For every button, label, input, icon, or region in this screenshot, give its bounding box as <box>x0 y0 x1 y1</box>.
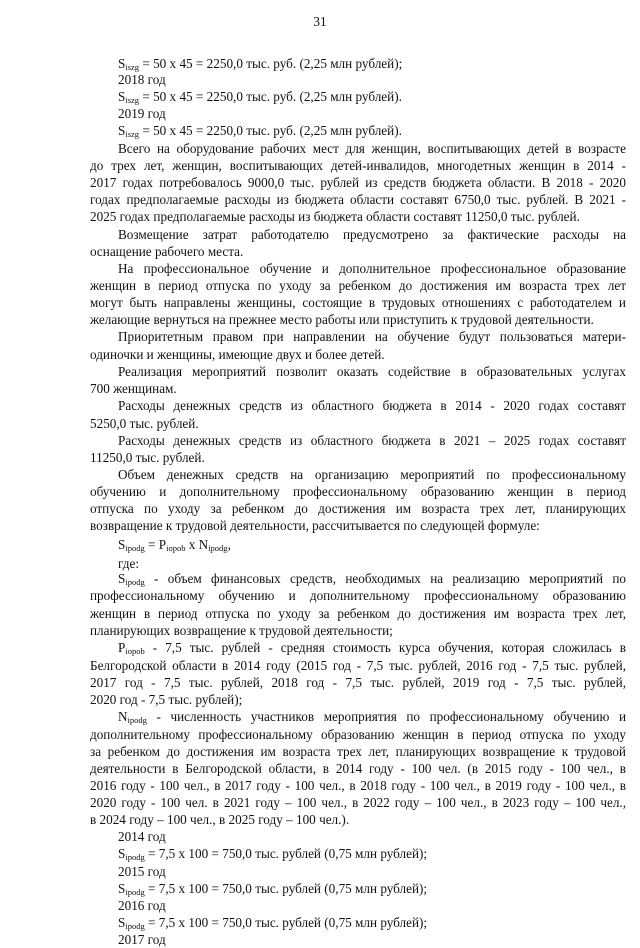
text-line: 2016 году - 100 чел., в 2017 году - 100 чел., в 2018 году - 100 чел., в 2019 году - 100 чел., в <box>90 778 626 793</box>
text-line: 2018 год <box>118 72 166 87</box>
text-line: $S_{iszg} = 50$ х 45 = 2250,0 тыс. руб. (2,25 млн рублей). <box>118 123 402 139</box>
text-line: $S_{ipodg} = 7,5$ х 100 = 750,0 тыс. рублей (0,75 млн рублей); <box>118 915 428 931</box>
text-line: $N_{ipodg}$ - численность участников мероприятия по профессиональному обучению и <box>118 709 626 725</box>
text-line: 2020 году - 100 чел. в 2021 году – 100 чел., в 2022 году – 100 чел., в 2023 году – 100 чел., <box>90 795 626 810</box>
text-line: $S_{iszg} = 50$ х 45 = 2250,0 тыс. руб. (2,25 млн рублей). <box>118 89 402 105</box>
text-line: Приоритетным правом при направлении на обучение будут пользоваться матери- <box>118 329 626 344</box>
text-line: за ребенком до достижения им возраста трех лет, планирующих возвращение к трудовой <box>90 744 626 759</box>
page-number: 31 <box>313 14 327 29</box>
text-line: 11250,0 тыс. рублей. <box>90 450 205 465</box>
text-line: 2020 год - 7,5 тыс. рублей); <box>90 692 243 707</box>
text-line: $S_{ipodg} = P_{iopob}$ х $N_{ipodg}$, <box>118 537 231 553</box>
text-line: желающие вернуться на прежнее место работы или приступить к трудовой деятельности. <box>90 312 594 327</box>
text-line: 2017 годах потребовалось 9000,0 тыс. рублей из средств бюджета области. В 2018 - 2020 <box>90 175 626 190</box>
text-line: где: <box>118 556 139 571</box>
text-line: $S_{iszg} = 50$ х 45 = 2250,0 тыс. руб. (2,25 млн рублей); <box>118 56 403 72</box>
text-line: Всего на оборудование рабочих мест для женщин, воспитывающих детей в возрасте <box>118 141 626 156</box>
text-line: 2017 год <box>118 932 166 947</box>
text-line: 2017 год - 7,5 тыс. рублей, 2018 год - 7,5 тыс. рублей, 2019 год - 7,5 тыс. рублей, <box>90 675 626 690</box>
text-line: дополнительному профессиональному образованию женщин в период отпуска по уходу <box>90 727 626 742</box>
text-line: женщин в период отпуска по уходу за ребенком до достижения им возраста трех лет, <box>90 606 626 621</box>
text-line: в 2024 году – 100 чел., в 2025 году – 100 чел.). <box>90 812 350 827</box>
text-line: оснащение рабочего места. <box>90 244 244 259</box>
text-line: женщин в период отпуска по уходу за ребенком до достижения им возраста трех лет <box>90 278 626 293</box>
text-line: Расходы денежных средств из областного бюджета в 2021 – 2025 годах составят <box>118 433 626 448</box>
text-line: 2015 год <box>118 864 166 879</box>
text-line: планирующих возвращение к трудовой деятельности; <box>90 623 393 638</box>
text-line: Возмещение затрат работодателю предусмотрено за фактические расходы на <box>118 227 626 242</box>
text-line: возвращение к трудовой деятельности, рассчитывается по следующей формуле: <box>90 518 540 533</box>
text-line: $S_{ipodg} = 7,5$ х 100 = 750,0 тыс. рублей (0,75 млн рублей); <box>118 881 428 897</box>
text-line: $P_{iopob} - 7,5$ тыс. рублей - средняя стоимость курса обучения, которая сложилась в <box>118 640 626 656</box>
text-line: 5250,0 тыс. рублей. <box>90 416 199 431</box>
text-line: профессиональному обучению и дополнительному профессиональному образованию <box>90 588 626 603</box>
text-line: 2014 год <box>118 829 166 844</box>
text-line: обучению и дополнительному профессиональному образованию женщин в период <box>90 484 626 499</box>
text-line: 2025 годах предполагаемые расходы из бюджета области составят 11250,0 тыс. рублей. <box>90 209 580 224</box>
text-line: отпуска по уходу за ребенком до достижения им возраста трех лет, планирующих <box>90 501 626 516</box>
text-line: $S_{ipodg} = 7,5$ х 100 = 750,0 тыс. рублей (0,75 млн рублей); <box>118 846 428 862</box>
text-line: Реализация мероприятий позволит оказать содействие в образовательных услугах <box>118 364 626 379</box>
text-line: 2016 год <box>118 898 166 913</box>
text-line: одиночки и женщины, имеющие двух и более детей. <box>90 347 385 362</box>
text-line: Расходы денежных средств из областного бюджета в 2014 - 2020 годах составят <box>118 398 626 413</box>
text-line: 700 женщинам. <box>90 381 177 396</box>
text-line: 2019 год <box>118 106 166 121</box>
text-line: до трех лет, женщин, воспитывающих детей-инвалидов, многодетных женщин в 2014 - <box>90 158 626 173</box>
text-line: могут быть направлены женщины, состоящие в трудовых отношениях с работодателем и <box>90 295 626 310</box>
text-line: $S_{ipodg}$ - объем финансовых средств, необходимых на реализацию мероприятий по <box>118 571 626 587</box>
text-line: деятельности в Белгородской области, в 2014 году - 100 чел. (в 2015 году - 100 чел., в <box>90 761 626 776</box>
text-line: На профессиональное обучение и дополнительное профессиональное образование <box>118 261 626 276</box>
text-line: Объем денежных средств на организацию мероприятий по профессиональному <box>118 467 626 482</box>
text-line: Белгородской области в 2014 году (2015 год - 7,5 тыс. рублей, 2016 год - 7,5 тыс. рублей, <box>90 658 626 673</box>
text-line: годах предполагаемые расходы из бюджета области составят 6750,0 тыс. рублей. В 2021 - <box>90 192 626 207</box>
